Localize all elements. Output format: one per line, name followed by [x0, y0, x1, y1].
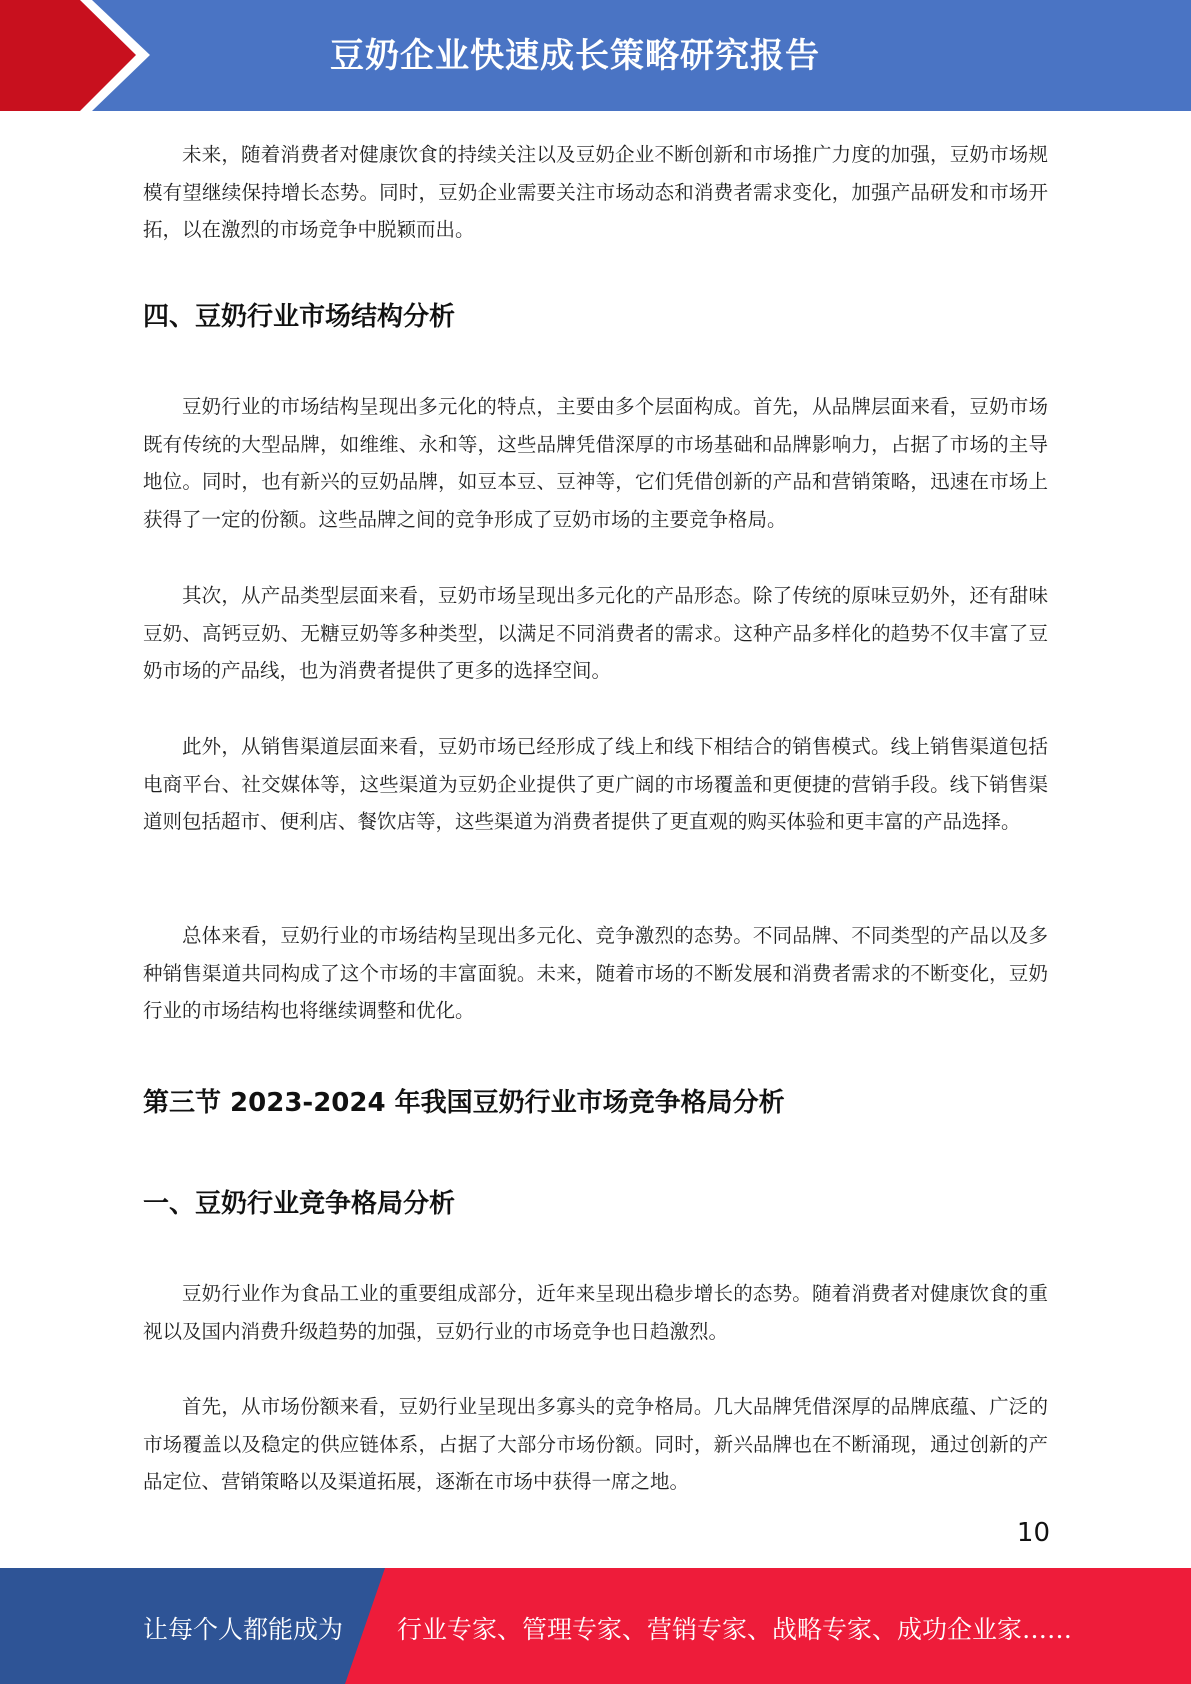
section-heading-market-structure: 四、豆奶行业市场结构分析: [143, 302, 456, 332]
paragraph-market-outlook: 未来，随着消费者对健康饮食的持续关注以及豆奶企业不断创新和市场推广力度的加强，豆奶市场规模有望继续保持增长态势。同时，豆奶企业需要关注市场动态和消费者需求变化，加强产品研发和市场开拓，以在激烈的市场竞争中脱颖而出。: [143, 143, 1048, 241]
section-heading-competition-analysis: 一、豆奶行业竞争格局分析: [143, 1189, 456, 1219]
paragraph-industry-overview: 豆奶行业作为食品工业的重要组成部分，近年来呈现出稳步增长的态势。随着消费者对健康饮食的重视以及国内消费升级趋势的加强，豆奶行业的市场竞争也日趋激烈。: [143, 1282, 1048, 1343]
footer-band: [0, 1568, 1191, 1684]
paragraph-market-share: 首先，从市场份额来看，豆奶行业呈现出多寡头的竞争格局。几大品牌凭借深厚的品牌底蕴、广泛的市场覆盖以及稳定的供应链体系，占据了大部分市场份额。同时，新兴品牌也在不断涌现，通过创新的产品定位、营销策略以及渠道拓展，逐渐在市场中获得一席之地。: [143, 1395, 1048, 1493]
paragraph-overall-structure: 总体来看，豆奶行业的市场结构呈现出多元化、竞争激烈的态势。不同品牌、不同类型的产品以及多种销售渠道共同构成了这个市场的丰富面貌。未来，随着市场的不断发展和消费者需求的不断变化，豆奶行业的市场结构也将继续调整和优化。: [143, 924, 1048, 1022]
footer-slogan-left: 让每个人都能成为: [143, 1615, 344, 1644]
paragraph-sales-channels: 此外，从销售渠道层面来看，豆奶市场已经形成了线上和线下相结合的销售模式。线上销售渠道包括电商平台、社交媒体等，这些渠道为豆奶企业提供了更广阔的市场覆盖和更便捷的营销手段。线下销售渠道则包括超市、便利店、餐饮店等，这些渠道为消费者提供了更直观的购买体验和更丰富的产品选择。: [143, 735, 1048, 833]
header-band: [0, 0, 1191, 111]
paragraph-brand-level: 豆奶行业的市场结构呈现出多元化的特点，主要由多个层面构成。首先，从品牌层面来看，豆奶市场既有传统的大型品牌，如维维、永和等，这些品牌凭借深厚的市场基础和品牌影响力，占据了市场的主导地位。同时，也有新兴的豆奶品牌，如豆本豆、豆神等，它们凭借创新的产品和营销策略，迅速在市场上获得了一定的份额。这些品牌之间的竞争形成了豆奶市场的主要竞争格局。: [143, 395, 1048, 531]
footer-slogan-right: 行业专家、管理专家、营销专家、战略专家、成功企业家……: [397, 1615, 1073, 1644]
report-title: 豆奶企业快速成长策略研究报告: [330, 36, 820, 76]
paragraph-product-type: 其次，从产品类型层面来看，豆奶市场呈现出多元化的产品形态。除了传统的原味豆奶外，还有甜味豆奶、高钙豆奶、无糖豆奶等多种类型，以满足不同消费者的需求。这种产品多样化的趋势不仅丰富了豆奶市场的产品线，也为消费者提供了更多的选择空间。: [143, 584, 1048, 682]
chapter-heading-competition: 第三节 2023-2024 年我国豆奶行业市场竞争格局分析: [143, 1088, 785, 1118]
page-number: 10: [1016, 1518, 1050, 1548]
